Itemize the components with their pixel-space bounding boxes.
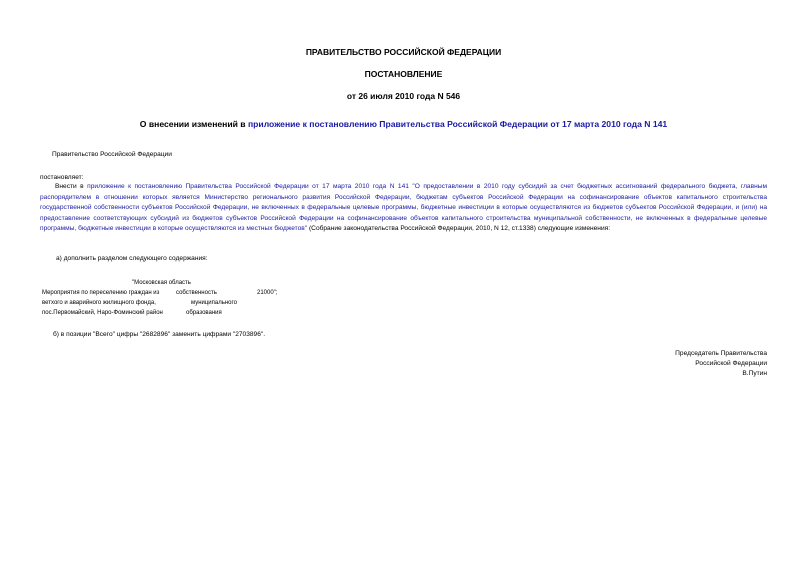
- item-a: а) дополнить разделом следующего содержания:: [56, 255, 208, 262]
- document-title: [0, 119, 807, 129]
- signature-name: В.Путин: [742, 370, 767, 377]
- main-paragraph: [40, 182, 767, 235]
- title-link[interactable]: приложение к постановлению Правительства Российской Федерации от 17 марта 2010 года N 141: [247, 119, 668, 129]
- signature-position-line1: Председатель Правительства: [675, 350, 767, 357]
- table-activity-line: Мероприятия по переселению граждан из: [42, 290, 160, 296]
- title-prefix: О внесении изменений в: [139, 119, 248, 129]
- table-activity-cell: [42, 288, 163, 318]
- document-type-heading: ПОСТАНОВЛЕНИЕ: [364, 69, 443, 79]
- table-ownership-l1: собственность: [176, 290, 217, 296]
- signature-position-line2: Российской Федерации: [695, 360, 767, 367]
- table-amount: 21000";: [257, 290, 278, 296]
- paragraph-prefix: Внести в: [55, 183, 88, 190]
- date-number-heading: от 26 июля 2010 года N 546: [346, 91, 461, 101]
- paragraph-suffix: (Собрание законодательства Российской Федерации, 2010, N 12, ст.1338) следующие изменения:: [307, 225, 611, 233]
- government-line: Правительство Российской Федерации: [52, 151, 172, 158]
- paragraph-link[interactable]: приложение к постановлению Правительства Российской Федерации от 17 марта 2010 года N 141 "О предоставлении в 2010 году субсидий за счет бюджетных ассигнований федерального бюджета, главным распорядителем в отношении которых является Министерство регионального развития Российской Федерации, бюджетам субъектов Российской Федерации на софинансирование объектов капитального строительства государственной собственности субъектов Российской Федерации, не включенных в федеральные целевые программы, бюджетные инвестиции в которые осуществляются из бюджетов субъектов Российской Федерации, и (или) на предоставление соответствующих субсидий из бюджетов субъектов Российской Федерации на софинансирование объектов капитального строительства муниципальной собственности, не включенных в федеральные целевые программы, бюджетные инвестиции в которые осуществляются из местных бюджетов": [40, 183, 768, 233]
- item-b: б) в позиции "Всего" цифры "2682896" заменить цифрами "2703896".: [53, 331, 266, 338]
- table-region: "Московская область: [132, 280, 191, 286]
- table-activity-line: ветхого и аварийного жилищного фонда,: [42, 300, 156, 306]
- table-ownership-l2: муниципального: [191, 300, 237, 306]
- table-activity-line: пос.Первомайский, Наро-Фоминский район: [42, 310, 163, 316]
- issuer-heading: ПРАВИТЕЛЬСТВО РОССИЙСКОЙ ФЕДЕРАЦИИ: [305, 47, 502, 57]
- table-ownership-l3: образования: [186, 310, 222, 316]
- decides-line: постановляет:: [40, 174, 84, 181]
